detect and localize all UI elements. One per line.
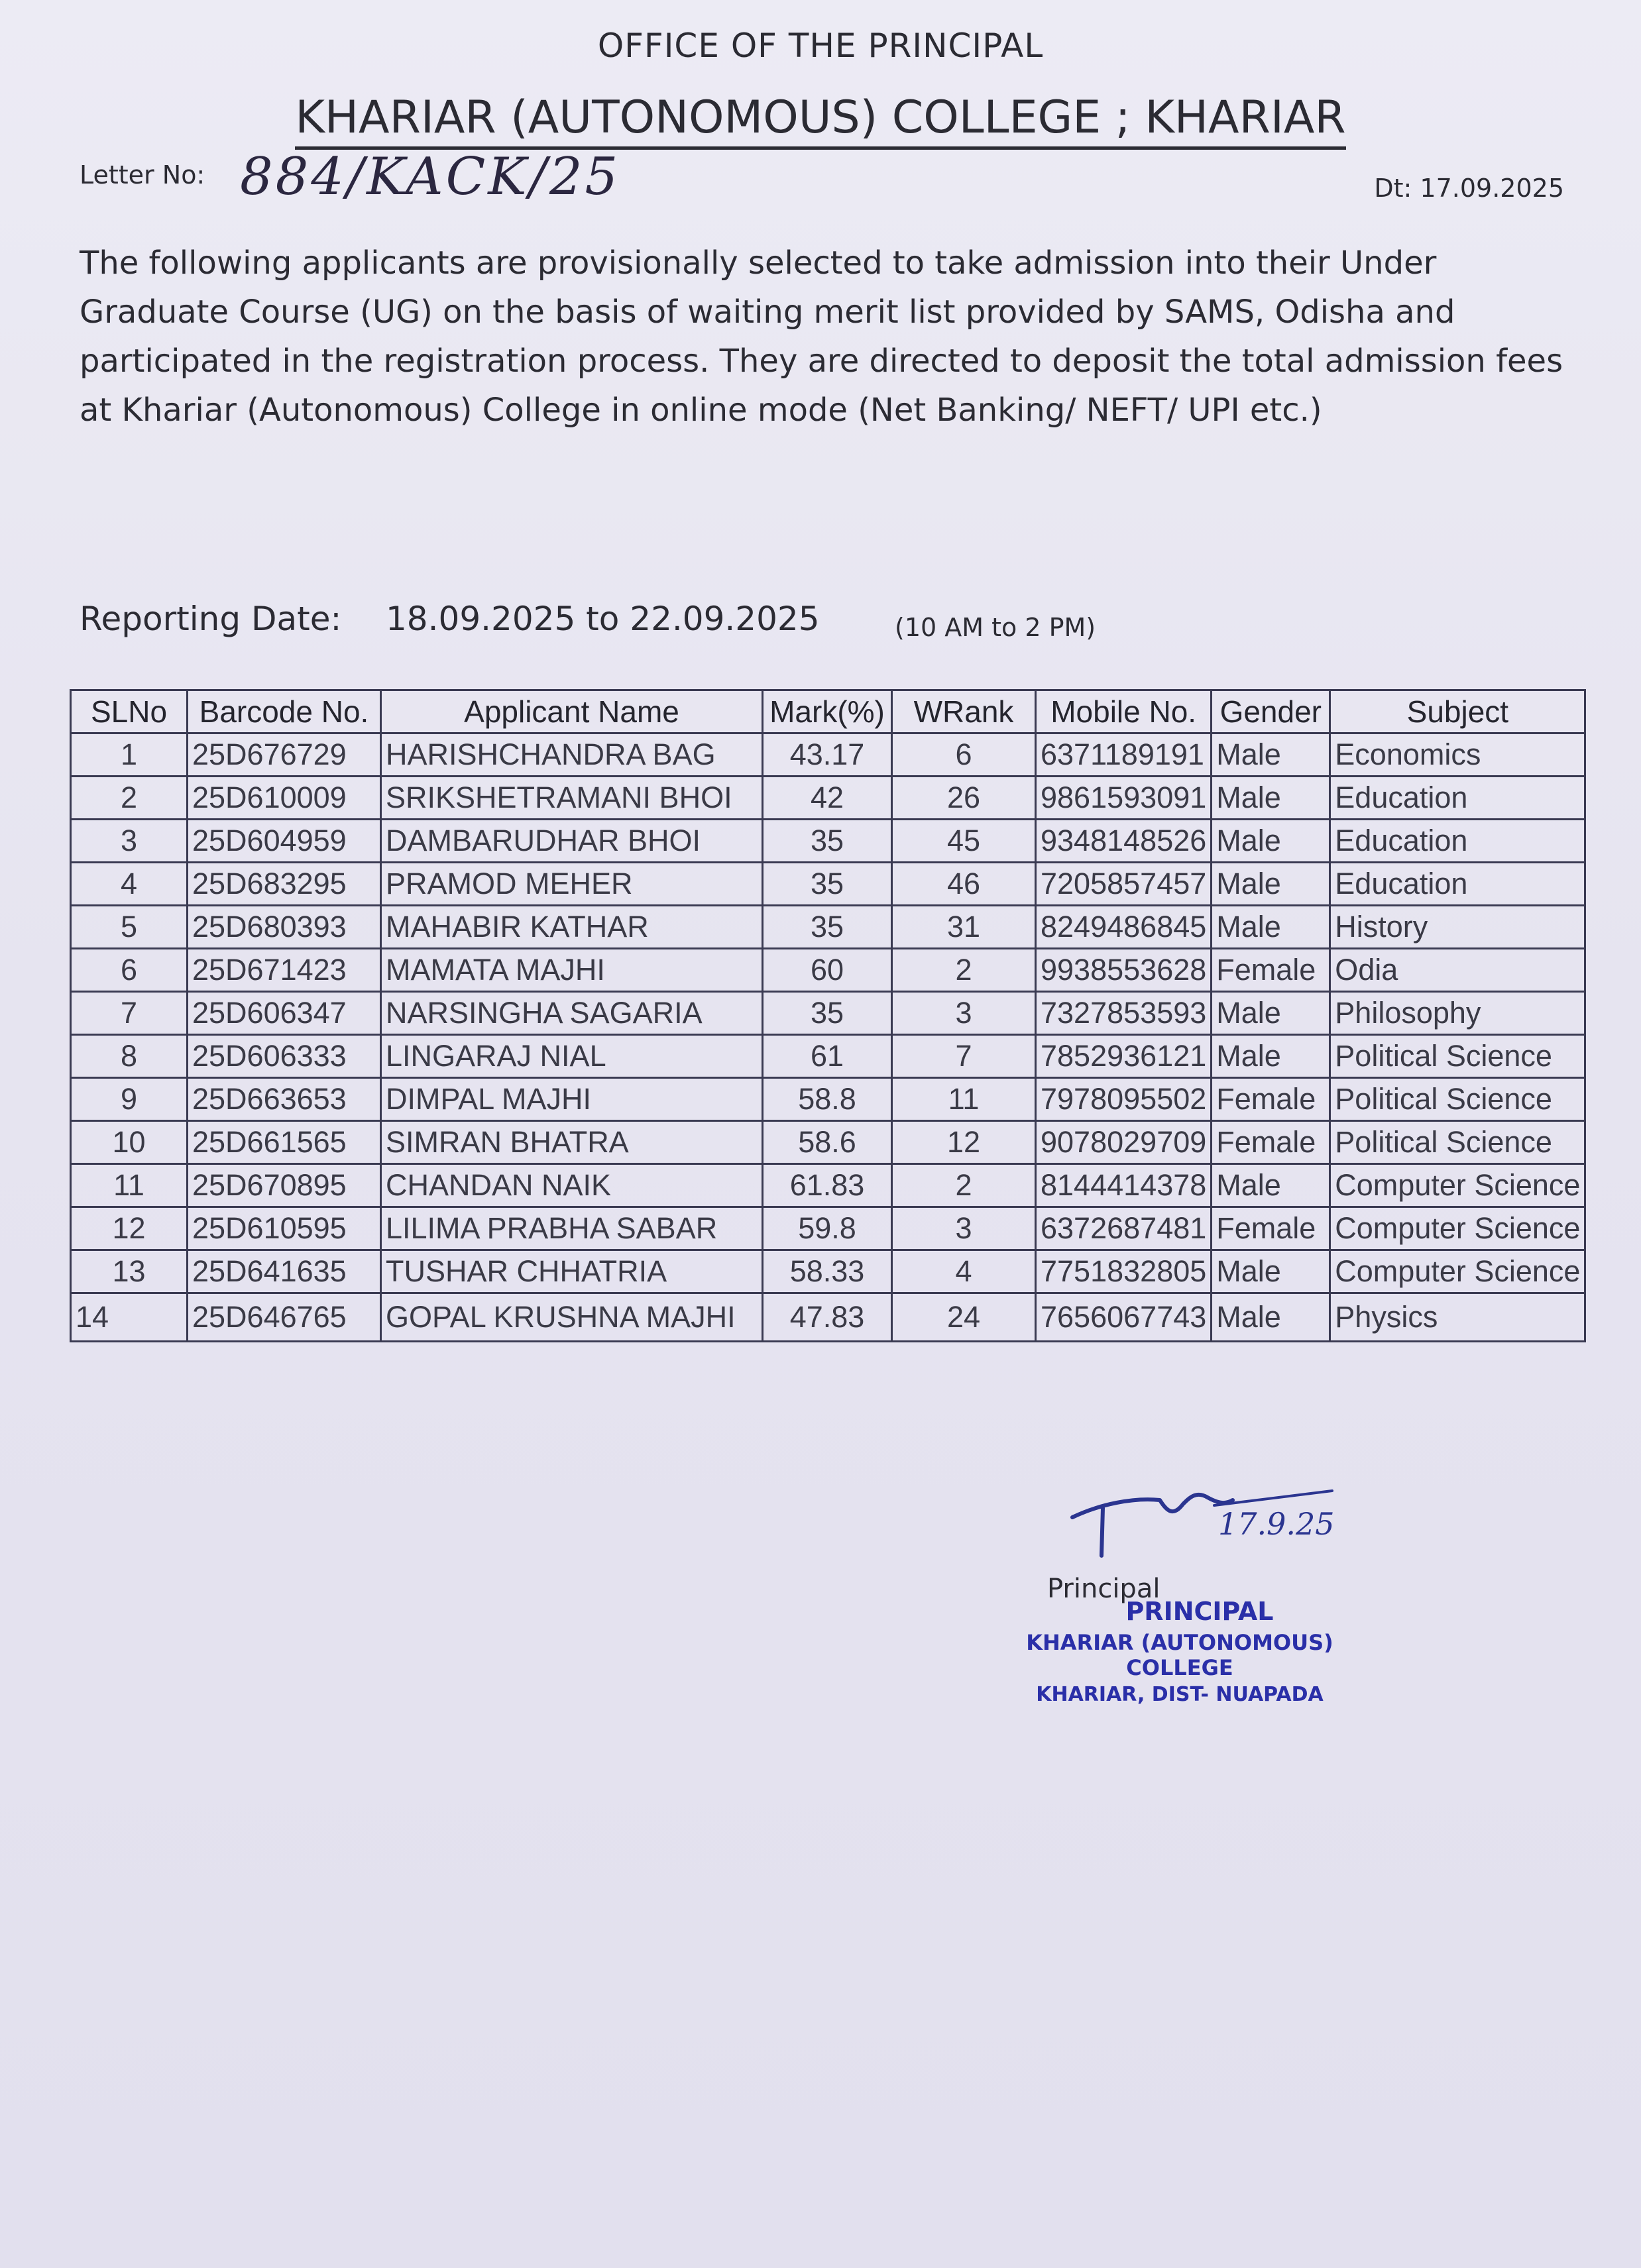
mark-cell: 59.8 xyxy=(763,1207,892,1250)
wrank-cell: 3 xyxy=(892,1207,1036,1250)
applicant-name-cell: GOPAL KRUSHNA MAJHI xyxy=(381,1293,763,1342)
mobile-cell: 6372687481 xyxy=(1036,1207,1212,1250)
mobile-cell: 8249486845 xyxy=(1036,906,1212,949)
sl-no-cell: 2 xyxy=(71,777,188,820)
mobile-cell: 9078029709 xyxy=(1036,1121,1212,1164)
mark-cell: 35 xyxy=(763,992,892,1035)
wrank-cell: 7 xyxy=(892,1035,1036,1078)
barcode-cell: 25D670895 xyxy=(188,1164,381,1207)
stamp-line-principal: PRINCIPAL xyxy=(1125,1597,1274,1626)
gender-cell: Male xyxy=(1212,820,1330,863)
wrank-cell: 46 xyxy=(892,863,1036,906)
gender-cell: Male xyxy=(1212,1293,1330,1342)
barcode-cell: 25D676729 xyxy=(188,733,381,777)
wrank-cell: 45 xyxy=(892,820,1036,863)
gender-cell: Male xyxy=(1212,863,1330,906)
applicant-name-cell: PRAMOD MEHER xyxy=(381,863,763,906)
applicant-name-cell: NARSINGHA SAGARIA xyxy=(381,992,763,1035)
mark-cell: 35 xyxy=(763,863,892,906)
sl-no-cell: 9 xyxy=(71,1078,188,1121)
applicant-name-cell: TUSHAR CHHATRIA xyxy=(381,1250,763,1293)
gender-cell: Male xyxy=(1212,1164,1330,1207)
applicants-table-body xyxy=(71,733,1585,1342)
applicant-name-cell: SIMRAN BHATRA xyxy=(381,1121,763,1164)
applicant-name-cell: HARISHCHANDRA BAG xyxy=(381,733,763,777)
barcode-cell: 25D661565 xyxy=(188,1121,381,1164)
gender-cell: Male xyxy=(1212,777,1330,820)
mark-cell: 35 xyxy=(763,906,892,949)
mark-cell: 58.33 xyxy=(763,1250,892,1293)
table-row xyxy=(71,1250,1585,1293)
wrank-cell: 31 xyxy=(892,906,1036,949)
gender-cell: Male xyxy=(1212,1035,1330,1078)
wrank-cell: 2 xyxy=(892,1164,1036,1207)
barcode-cell: 25D604959 xyxy=(188,820,381,863)
table-row xyxy=(71,1121,1585,1164)
subject-cell: Odia xyxy=(1330,949,1585,992)
subject-cell: Political Science xyxy=(1330,1121,1585,1164)
subject-cell: History xyxy=(1330,906,1585,949)
barcode-cell: 25D641635 xyxy=(188,1250,381,1293)
table-row xyxy=(71,906,1585,949)
column-header: Gender xyxy=(1212,690,1330,733)
sl-no-cell: 4 xyxy=(71,863,188,906)
letter-number-handwritten: 884/KACK/25 xyxy=(240,147,621,207)
college-title-text: KHARIAR (AUTONOMOUS) COLLEGE ; KHARIAR xyxy=(295,91,1345,150)
mark-cell: 61.83 xyxy=(763,1164,892,1207)
wrank-cell: 24 xyxy=(892,1293,1036,1342)
gender-cell: Male xyxy=(1212,733,1330,777)
mobile-cell: 7656067743 xyxy=(1036,1293,1212,1342)
college-title xyxy=(0,91,1641,144)
reporting-time: (10 AM to 2 PM) xyxy=(895,613,1096,642)
table-row xyxy=(71,992,1585,1035)
wrank-cell: 6 xyxy=(892,733,1036,777)
mobile-cell: 9861593091 xyxy=(1036,777,1212,820)
stamp-line-college: KHARIAR (AUTONOMOUS) COLLEGE xyxy=(1026,1630,1333,1680)
column-header: Mobile No. xyxy=(1036,690,1212,733)
subject-cell: Computer Science xyxy=(1330,1164,1585,1207)
gender-cell: Female xyxy=(1212,949,1330,992)
mobile-cell: 7327853593 xyxy=(1036,992,1212,1035)
signature-date-note: 17.9.25 xyxy=(1218,1506,1335,1542)
applicant-name-cell: LILIMA PRABHA SABAR xyxy=(381,1207,763,1250)
sl-no-cell: 1 xyxy=(71,733,188,777)
subject-cell: Economics xyxy=(1330,733,1585,777)
column-header: Applicant Name xyxy=(381,690,763,733)
barcode-cell: 25D646765 xyxy=(188,1293,381,1342)
office-heading: OFFICE OF THE PRINCIPAL xyxy=(597,27,1044,65)
subject-cell: Physics xyxy=(1330,1293,1585,1342)
barcode-cell: 25D606333 xyxy=(188,1035,381,1078)
applicants-table xyxy=(70,689,1586,1342)
column-header: SLNo xyxy=(71,690,188,733)
mobile-cell: 9348148526 xyxy=(1036,820,1212,863)
barcode-cell: 25D683295 xyxy=(188,863,381,906)
sl-no-cell: 12 xyxy=(71,1207,188,1250)
reporting-date-label: Reporting Date: xyxy=(80,600,342,638)
table-row xyxy=(71,777,1585,820)
applicant-name-cell: SRIKSHETRAMANI BHOI xyxy=(381,777,763,820)
gender-cell: Male xyxy=(1212,1250,1330,1293)
barcode-cell: 25D671423 xyxy=(188,949,381,992)
mobile-cell: 6371189191 xyxy=(1036,733,1212,777)
gender-cell: Female xyxy=(1212,1207,1330,1250)
principal-stamp xyxy=(974,1597,1385,1706)
mobile-cell: 7852936121 xyxy=(1036,1035,1212,1078)
sl-no-cell: 8 xyxy=(71,1035,188,1078)
applicant-name-cell: DAMBARUDHAR BHOI xyxy=(381,820,763,863)
subject-cell: Education xyxy=(1330,820,1585,863)
principal-label: Principal xyxy=(1047,1574,1160,1604)
table-row xyxy=(71,949,1585,992)
sl-no-cell: 10 xyxy=(71,1121,188,1164)
barcode-cell: 25D606347 xyxy=(188,992,381,1035)
column-header: Barcode No. xyxy=(188,690,381,733)
sl-no-cell: 6 xyxy=(71,949,188,992)
mark-cell: 35 xyxy=(763,820,892,863)
subject-cell: Philosophy xyxy=(1330,992,1585,1035)
column-header: Subject xyxy=(1330,690,1585,733)
mobile-cell: 7751832805 xyxy=(1036,1250,1212,1293)
sl-no-cell: 14 xyxy=(71,1293,188,1342)
letter-date: Dt: 17.09.2025 xyxy=(1374,174,1564,203)
table-header-row xyxy=(71,690,1585,733)
table-row xyxy=(71,1078,1585,1121)
mark-cell: 58.8 xyxy=(763,1078,892,1121)
subject-cell: Political Science xyxy=(1330,1078,1585,1121)
sl-no-cell: 11 xyxy=(71,1164,188,1207)
mark-cell: 43.17 xyxy=(763,733,892,777)
applicant-name-cell: LINGARAJ NIAL xyxy=(381,1035,763,1078)
selection-notice-paragraph: The following applicants are provisionally selected to take admission into their Under Graduate Course (UG) on the basis of waiting merit list provided by SAMS, Odisha and participated in the registration process. They are directed to deposit the total admission fees at Khariar (Autonomous) College in online mode (Net Banking/ NEFT/ UPI etc.) xyxy=(80,244,1563,429)
subject-cell: Computer Science xyxy=(1330,1250,1585,1293)
wrank-cell: 3 xyxy=(892,992,1036,1035)
wrank-cell: 26 xyxy=(892,777,1036,820)
sl-no-cell: 3 xyxy=(71,820,188,863)
wrank-cell: 12 xyxy=(892,1121,1036,1164)
wrank-cell: 4 xyxy=(892,1250,1036,1293)
mark-cell: 58.6 xyxy=(763,1121,892,1164)
table-row xyxy=(71,1164,1585,1207)
wrank-cell: 11 xyxy=(892,1078,1036,1121)
reporting-date-range: 18.09.2025 to 22.09.2025 xyxy=(386,600,820,638)
sl-no-cell: 5 xyxy=(71,906,188,949)
applicant-name-cell: CHANDAN NAIK xyxy=(381,1164,763,1207)
gender-cell: Male xyxy=(1212,992,1330,1035)
table-row xyxy=(71,820,1585,863)
gender-cell: Female xyxy=(1212,1121,1330,1164)
barcode-cell: 25D610595 xyxy=(188,1207,381,1250)
stamp-line-address: KHARIAR, DIST- NUAPADA xyxy=(1036,1683,1324,1706)
table-row xyxy=(71,1293,1585,1342)
gender-cell: Female xyxy=(1212,1078,1330,1121)
applicant-name-cell: MAMATA MAJHI xyxy=(381,949,763,992)
barcode-cell: 25D680393 xyxy=(188,906,381,949)
table-row xyxy=(71,1207,1585,1250)
subject-cell: Education xyxy=(1330,777,1585,820)
applicant-name-cell: DIMPAL MAJHI xyxy=(381,1078,763,1121)
gender-cell: Male xyxy=(1212,906,1330,949)
mobile-cell: 9938553628 xyxy=(1036,949,1212,992)
table-row xyxy=(71,863,1585,906)
subject-cell: Computer Science xyxy=(1330,1207,1585,1250)
barcode-cell: 25D663653 xyxy=(188,1078,381,1121)
subject-cell: Education xyxy=(1330,863,1585,906)
wrank-cell: 2 xyxy=(892,949,1036,992)
sl-no-cell: 13 xyxy=(71,1250,188,1293)
mobile-cell: 7205857457 xyxy=(1036,863,1212,906)
mark-cell: 61 xyxy=(763,1035,892,1078)
letter-number-label: Letter No: xyxy=(80,160,205,189)
mobile-cell: 7978095502 xyxy=(1036,1078,1212,1121)
applicant-name-cell: MAHABIR KATHAR xyxy=(381,906,763,949)
mark-cell: 42 xyxy=(763,777,892,820)
barcode-cell: 25D610009 xyxy=(188,777,381,820)
mobile-cell: 8144414378 xyxy=(1036,1164,1212,1207)
column-header: Mark(%) xyxy=(763,690,892,733)
sl-no-cell: 7 xyxy=(71,992,188,1035)
mark-cell: 60 xyxy=(763,949,892,992)
table-row xyxy=(71,733,1585,777)
subject-cell: Political Science xyxy=(1330,1035,1585,1078)
column-header: WRank xyxy=(892,690,1036,733)
principal-signature xyxy=(1060,1478,1339,1570)
table-row xyxy=(71,1035,1585,1078)
mark-cell: 47.83 xyxy=(763,1293,892,1342)
